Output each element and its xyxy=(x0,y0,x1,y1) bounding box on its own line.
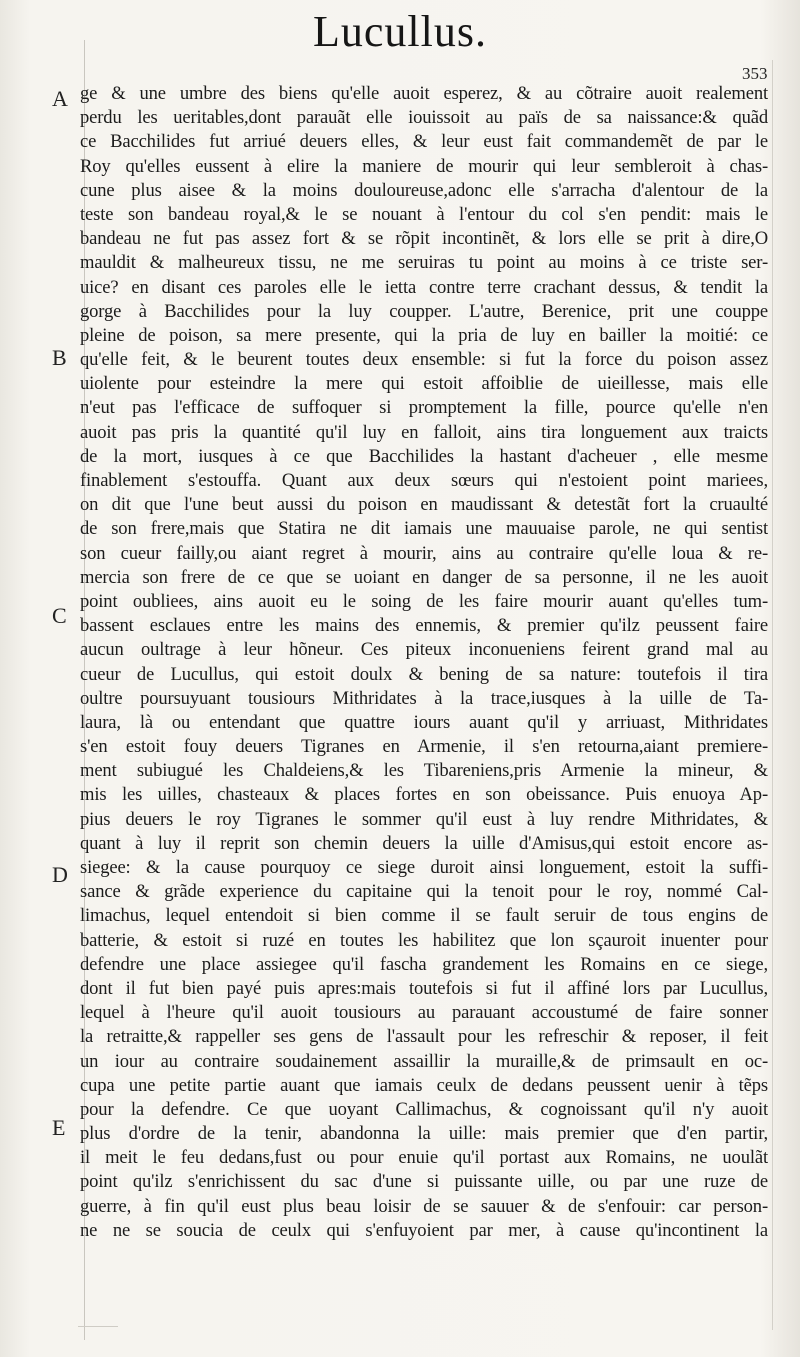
text-line: sance & grãde experience du capitaine qui la tenoit pour le roy, nommé Cal- xyxy=(80,881,768,903)
text-line: un iour au contraire soudainement assaillir la muraille,& de primsault en oc- xyxy=(80,1050,768,1072)
text-line: cueur de Lucullus, qui estoit doulx & bening de sa nature: toutefois il tira xyxy=(80,663,768,685)
text-line: batterie, & estoit si ruzé en toutes les habilitez que lon sçauroit inuenter pour xyxy=(80,929,768,951)
text-line: limachus, lequel entendoit si bien comme il se fault seruir de tous engins de xyxy=(80,905,768,927)
margin-letter-a: A xyxy=(52,86,68,111)
text-line: mauldit & malheureux tissu, ne me seruiras tu point au moins à ce triste ser- xyxy=(80,252,768,274)
text-line: bandeau ne fut pas assez fort & se rõpit incontinẽt, & lors elle se prit à dire,O xyxy=(80,228,768,250)
text-line: gorge à Bacchilides pour la luy coupper. L'autre, Berenice, prit une couppe xyxy=(80,300,768,322)
text-line: uice? en disant ces paroles elle le ietta contre terre crachant dessus, & tendit la xyxy=(80,276,768,298)
text-line: perdu les ueritables,dont parauãt elle iouissoit au païs de sa naissance:& quãd xyxy=(80,107,768,129)
text-line: n'eut pas l'efficace de suffoquer si promptement la fille, pource qu'elle n'en xyxy=(80,397,768,419)
text-line: defendre une place assiegee qu'il fascha grandement les Romains en ce siege, xyxy=(80,953,768,975)
margin-letter-e: E xyxy=(52,1115,66,1140)
text-line: oultre poursuyuant tousiours Mithridates à la trace,iusques à la uille de Ta- xyxy=(80,687,768,709)
text-line: ment subiugué les Chaldeiens,& les Tibareniens,pris Armenie la mineur, & xyxy=(80,760,768,782)
page-number: 353 xyxy=(742,64,768,83)
text-line: point oubliees, ains auoit eu le soing de les faire mourir auant qu'elles tum- xyxy=(80,590,768,612)
text-line: ne ne se soucia de ceulx qui s'enfuyoient par mer, à cause qu'incontinent la xyxy=(80,1219,768,1241)
text-line: de la mort, iusques à ce que Bacchilides la hastant d'acheuer , elle mesme xyxy=(80,445,768,467)
text-line: plus d'ordre de la tenir, abandonna la uille: mais premier que d'en partir, xyxy=(80,1123,768,1145)
text-line: guerre, à fin qu'il eust plus beau loisir de se sauuer & de s'enfouir: car person- xyxy=(80,1195,768,1217)
text-line: il meit le feu dedans,fust ou pour enuie qu'il portast aux Romains, ne uoulãt xyxy=(80,1147,768,1169)
running-head: Lucullus. xyxy=(313,7,487,56)
margin-letter-d: D xyxy=(52,862,68,887)
text-line: pius deuers le roy Tigranes le sommer qu'il eust à luy rendre Mithridates, & xyxy=(80,808,768,830)
text-line: auoit pas pris la quantité qu'il luy en falloit, ains tira longuement aux traicts xyxy=(80,421,768,443)
text-line: quant à luy il reprit son chemin deuers la uille d'Amisus,qui estoit encore as- xyxy=(80,832,768,854)
text-line: pleine de poison, sa mere presente, qui la pria de luy en bailler la moitié: ce xyxy=(80,324,768,346)
text-line: son cueur failly,ou aiant regret à mourir, ains au contraire qu'elle loua & re- xyxy=(80,542,768,564)
text-line: mis les uilles, chasteaux & places fortes en son obeissance. Puis enuoya Ap- xyxy=(80,784,768,806)
text-line: teste son bandeau royal,& le se nouant à l'entour du col s'en pendit: mais le xyxy=(80,203,768,225)
text-line: dont il fut bien payé puis apres:mais toutefois si fut il affiné lors par Lucullus, xyxy=(80,977,768,999)
text-line: pour la defendre. Ce que uoyant Callimachus, & cognoissant qu'il n'y auoit xyxy=(80,1098,768,1120)
text-line: uiolente pour esteindre la mere qui estoit affoiblie de uieillesse, mais elle xyxy=(80,373,768,395)
body-text xyxy=(80,82,768,1243)
text-line: siegee: & la cause pourquoy ce siege duroit ainsi longuement, estoit la suffi- xyxy=(80,857,768,878)
text-line: on dit que l'une beut aussi du poison en maudissant & detestãt fort la cruaulté xyxy=(80,494,768,516)
text-line: lequel à l'heure qu'il auoit tousiours au parauant accoustumé de faire sonner xyxy=(80,1002,768,1024)
text-line: Roy qu'elles eussent à elire la maniere de mourir qui leur sembleroit à chas- xyxy=(80,155,768,177)
text-line: ce Bacchilides fut arriué deuers elles, & leur eust fait commandemẽt de par le xyxy=(80,131,768,153)
text-line: point qu'ilz s'enrichissent du sac d'une si puissante uille, ou par une ruze de xyxy=(80,1171,768,1193)
text-line: aucun oultrage à leur hõneur. Ces piteux inconueniens feirent grand mal au xyxy=(80,639,768,661)
text-line: ge & une umbre des biens qu'elle auoit esperez, & au cõtraire auoit realement xyxy=(80,83,768,104)
text-line: qu'elle feit, & le beurent toutes deux ensemble: si fut la force du poison assez xyxy=(80,349,768,371)
text-line: s'en estoit fouy deuers Tigranes en Armenie, il s'en retourna,aiant premiere- xyxy=(80,736,768,758)
text-line: la retraitte,& rappeller ses gens de l'assault pour les refreschir & reposer, il feit xyxy=(80,1026,768,1048)
bottom-rule xyxy=(78,1326,118,1335)
right-edge-rule xyxy=(772,60,773,1330)
text-line: de son frere,mais que Statira ne dit iamais une mauuaise parole, ne qui sentist xyxy=(80,518,768,540)
text-line: bassent esclaues entre les mains des ennemis, & premier qu'ilz peussent faire xyxy=(80,615,768,637)
text-line: cupa une petite partie auant que iamais ceulx de dedans peussent uenir à tẽps xyxy=(80,1074,768,1096)
text-line: laura, là ou entendant que quattre iours auant qu'il y arriuast, Mithridates xyxy=(80,711,768,733)
text-line: mercia son frere de ce que se uoiant en danger de sa personne, il ne les auoit xyxy=(80,566,768,588)
text-line: finablement s'estouffa. Quant aux deux sœurs qui n'estoient point mariees, xyxy=(80,470,768,491)
margin-letter-c: C xyxy=(52,603,67,628)
text-line: cune plus aisee & la moins douloureuse,adonc elle s'arracha d'alentour de la xyxy=(80,179,768,201)
margin-letter-b: B xyxy=(52,345,67,370)
